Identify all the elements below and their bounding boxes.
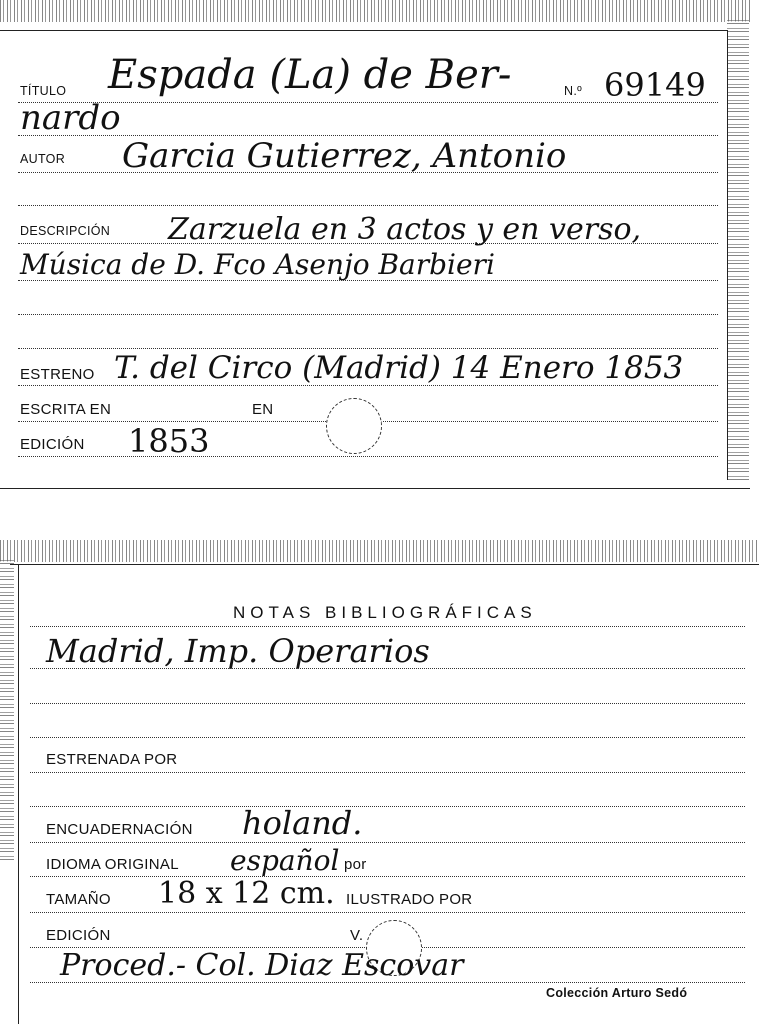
card-top-border-2 <box>10 564 759 565</box>
edicion-label-back: EDICIÓN <box>46 927 111 944</box>
idioma-label: IDIOMA ORIGINAL <box>46 856 179 873</box>
catalog-card-back <box>0 540 759 1028</box>
encuadernacion-value: holand. <box>242 804 363 842</box>
card-left-border <box>18 564 19 1024</box>
titulo-label: TÍTULO <box>20 84 67 98</box>
v-label: V. <box>350 927 364 944</box>
idioma-value: español <box>230 844 340 877</box>
notas-rule-1 <box>30 626 745 627</box>
descripcion-rule-2 <box>18 280 718 281</box>
edicion-label: EDICIÓN <box>20 436 85 453</box>
descripcion-rule <box>18 243 718 244</box>
estreno-value: T. del Circo (Madrid) 14 Enero 1853 <box>114 350 684 386</box>
notas-rule-3 <box>30 703 745 704</box>
autor-value: Garcia Gutierrez, Antonio <box>122 136 567 176</box>
card-bottom-border <box>0 488 750 489</box>
blank-rule-1 <box>18 205 718 206</box>
proced-rule <box>30 982 745 983</box>
ilustrado-label: ILUSTRADO POR <box>346 891 473 908</box>
scan-noise-top-edge <box>0 0 750 22</box>
notas-value: Madrid, Imp. Operarios <box>46 632 430 670</box>
tamano-label: TAMAÑO <box>46 891 111 908</box>
titulo-value-line1: Espada (La) de Ber- <box>108 52 512 98</box>
titulo-rule <box>18 102 718 103</box>
numero-value: 69149 <box>604 66 706 104</box>
proced-value: Proced.- Col. Diaz Escovar <box>60 948 464 983</box>
estreno-label: ESTRENO <box>20 366 95 383</box>
catalog-card-front <box>0 0 750 492</box>
tamano-rule <box>30 912 745 913</box>
edicion-rule <box>18 456 718 457</box>
estreno-rule <box>18 385 718 386</box>
perforation-hole-top <box>326 398 382 454</box>
autor-rule <box>18 172 718 173</box>
por-label: por <box>344 856 367 873</box>
notas-rule-4 <box>30 737 745 738</box>
blank-rule-4 <box>30 806 745 807</box>
edicion-value: 1853 <box>128 422 210 460</box>
titulo-value-line2: nardo <box>20 98 121 138</box>
estrenada-label: ESTRENADA POR <box>46 751 178 768</box>
coleccion-label: Colección Arturo Sedó <box>546 986 688 1000</box>
card-top-border <box>0 30 728 31</box>
notas-rule-2 <box>30 668 745 669</box>
blank-rule-2 <box>18 314 718 315</box>
descripcion-value-line1: Zarzuela en 3 actos y en verso, <box>168 212 642 247</box>
notas-heading: NOTAS BIBLIOGRÁFICAS <box>233 603 537 622</box>
descripcion-value-line2: Música de D. Fco Asenjo Barbieri <box>20 248 495 281</box>
card-right-border <box>727 30 728 480</box>
escrita-label: ESCRITA EN <box>20 401 112 418</box>
encuadernacion-rule <box>30 842 745 843</box>
descripcion-label: DESCRIPCIÓN <box>20 224 111 238</box>
estrenada-rule <box>30 772 745 773</box>
numero-label: N.º <box>564 84 582 98</box>
encuadernacion-label: ENCUADERNACIÓN <box>46 821 193 838</box>
scan-noise-right-edge <box>727 20 749 480</box>
tamano-value: 18 x 12 cm. <box>158 876 335 911</box>
scan-noise-top-edge-2 <box>0 540 759 562</box>
en-label: EN <box>252 401 274 418</box>
blank-rule-3 <box>18 348 718 349</box>
idioma-rule <box>30 876 745 877</box>
scan-noise-left-edge <box>0 560 14 860</box>
autor-label: AUTOR <box>20 152 66 166</box>
